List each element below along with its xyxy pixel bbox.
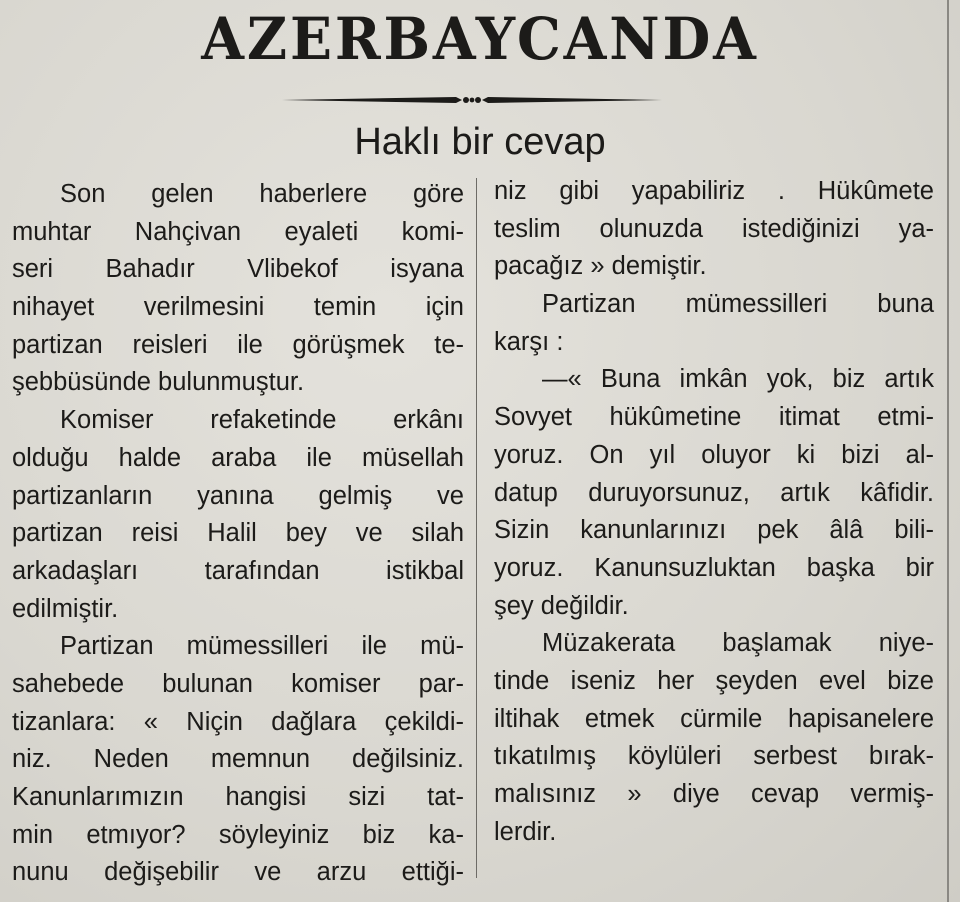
text-line: şebbüsünde bulunmuştur. [12,368,305,397]
text-line: arkadaşları tarafından istikbal [12,556,464,585]
text-line: muhtar Nahçivan eyaleti komi- [12,217,464,246]
text-line: partizan reisleri ile görüşmek te- [12,330,464,359]
text-line: Son gelen haberlere göre [60,180,464,208]
article-column-right [494,173,934,851]
text-line: Kanunlarımızın hangisi sizi tat- [12,783,464,811]
text-line: partizanların yanına gelmiş ve [12,481,464,510]
text-line: yoruz. Kanunsuzluktan başka bir [494,553,934,582]
text-line: karşı : [494,327,564,356]
text-line: niz gibi yapabiliriz . Hükûmete [494,177,934,205]
text-line: —« Buna imkân yok, biz artık [542,365,934,394]
text-line: tinde iseniz her şeyden evel bize [494,666,934,695]
text-line: nihayet verilmesini temin için [12,293,464,322]
text-line: Sovyet hükûmetine itimat etmi- [494,403,934,432]
page-edge-rule [947,0,949,902]
text-line: partizan reisi Halil bey ve silah [12,519,464,548]
ornamental-rule [280,90,664,110]
text-line: yoruz. On yıl oluyor ki bizi al- [494,440,934,469]
text-line: teslim olunuzda istediğinizi ya- [494,214,934,243]
text-line: seri Bahadır Vlibekof isyana [12,255,464,284]
text-line: şey değildir. [494,591,629,620]
text-line: niz. Neden memnun değilsiniz. [12,745,464,774]
column-divider [476,178,477,878]
text-line: lerdir. [494,817,557,846]
article-column-left [12,176,464,892]
masthead-title: AZERBAYCANDA [201,5,759,73]
text-line: iltihak etmek cürmile hapisanelere [494,704,934,733]
text-line: Müzakerata başlamak niye- [542,629,934,658]
text-line: olduğu halde araba ile müsellah [12,443,464,472]
text-line: Partizan mümessilleri ile mü- [60,632,464,661]
text-line: sahebede bulunan komiser par- [12,669,464,698]
text-line: nunu değişebilir ve arzu ettiği- [12,858,464,887]
text-line: edilmiştir. [12,594,119,623]
text-line: malısınız » diye cevap vermiş- [494,780,934,808]
text-line: pacağız » demiştir. [494,252,707,281]
text-line: tizanlara: « Niçin dağlara çekildi- [12,707,464,736]
text-line: Sizin kanunlarınızı pek âlâ bili- [494,516,934,545]
text-line: Komiser refaketinde erkânı [60,406,464,435]
text-line: Partizan mümessilleri buna [542,290,934,319]
text-line: tıkatılmış köylüleri serbest bırak- [494,742,934,771]
text-line: datup duruyorsunuz, artık kâfidir. [494,478,934,507]
text-line: min etmıyor? söyleyiniz biz ka- [12,820,464,849]
article-headline: Haklı bir cevap [354,121,606,163]
